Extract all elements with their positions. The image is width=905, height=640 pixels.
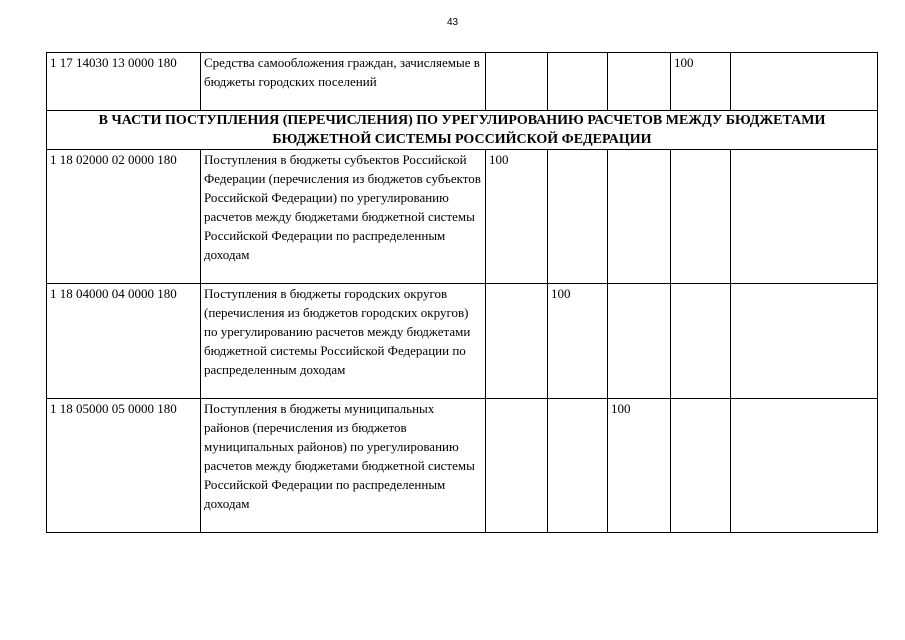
value-cell <box>731 53 878 111</box>
revenue-name-cell: Поступления в бюджеты муниципальных районов (перечисления из бюджетов муниципальных районов) по урегулированию расчетов между бюджетами бюджетной системы Российской Федерации по распределенным доходам <box>201 399 486 533</box>
value-cell: 100 <box>548 284 608 399</box>
table-row <box>47 399 878 533</box>
revenue-code-cell: 1 18 02000 02 0000 180 <box>47 150 201 284</box>
budget-classification-table <box>46 52 878 533</box>
value-cell <box>671 150 731 284</box>
table-row <box>47 53 878 111</box>
table-row <box>47 150 878 284</box>
value-cell <box>608 284 671 399</box>
value-cell <box>548 53 608 111</box>
revenue-code-cell: 1 17 14030 13 0000 180 <box>47 53 201 111</box>
value-cell: 100 <box>671 53 731 111</box>
value-cell: 100 <box>608 399 671 533</box>
revenue-code-cell: 1 18 04000 04 0000 180 <box>47 284 201 399</box>
value-cell <box>731 284 878 399</box>
section-header-row <box>47 111 878 150</box>
revenue-name-cell: Поступления в бюджеты субъектов Российской Федерации (перечисления из бюджетов субъектов Российской Федерации) по урегулированию расчетов между бюджетами бюджетной системы Российской Федерации по распределенным доходам <box>201 150 486 284</box>
revenue-name-cell: Средства самообложения граждан, зачисляемые в бюджеты городских поселений <box>201 53 486 111</box>
value-cell: 100 <box>486 150 548 284</box>
revenue-name-cell: Поступления в бюджеты городских округов (перечисления из бюджетов городских округов) по урегулированию расчетов между бюджетами бюджетной системы Российской Федерации по распределенным доходам <box>201 284 486 399</box>
revenue-code-cell: 1 18 05000 05 0000 180 <box>47 399 201 533</box>
value-cell <box>731 399 878 533</box>
section-title: В ЧАСТИ ПОСТУПЛЕНИЯ (ПЕРЕЧИСЛЕНИЯ) ПО УРЕГУЛИРОВАНИЮ РАСЧЕТОВ МЕЖДУ БЮДЖЕТАМИ БЮДЖЕТНОЙ СИСТЕМЫ РОССИЙСКОЙ ФЕДЕРАЦИИ <box>47 111 878 150</box>
value-cell <box>486 284 548 399</box>
value-cell <box>548 150 608 284</box>
value-cell <box>486 399 548 533</box>
value-cell <box>608 53 671 111</box>
value-cell <box>548 399 608 533</box>
page-number: 43 <box>446 17 459 28</box>
value-cell <box>486 53 548 111</box>
value-cell <box>671 399 731 533</box>
value-cell <box>608 150 671 284</box>
value-cell <box>731 150 878 284</box>
value-cell <box>671 284 731 399</box>
table-row <box>47 284 878 399</box>
